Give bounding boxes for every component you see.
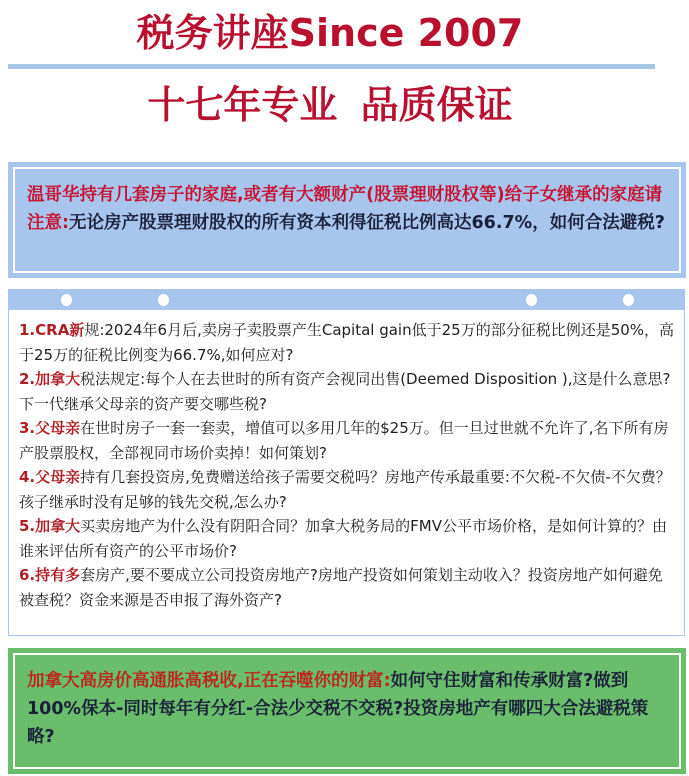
list-item: 1.CRA新规:2024年6月后,卖房子卖股票产生Capital gain低于25万的部分征税比例还是50%，高于25万的征税比例变为66.7%,如何应对? (19, 321, 675, 364)
title-divider (8, 64, 655, 69)
notice-body: 无论房产股票理财股权的所有资本利得征税比例高达66.7%，如何合法避税? (69, 213, 665, 233)
page-title: 税务讲座Since 2007 (136, 11, 524, 55)
binder-strip (9, 290, 684, 310)
notice-highlight: 温哥华持有几套房子的家庭,或者有大额财产(股票理财股权等)给子女继承的家庭请注意: (27, 185, 663, 233)
binder-hole-icon (61, 294, 72, 306)
page-subtitle: 十七年专业 品质保证 (147, 83, 513, 127)
topic-list (8, 289, 685, 636)
list-item: 6.持有多套房产,要不要成立公司投资房地产?房地产投资如何策划主动收入？投资房地产如何避免被查税？资金来源是否申报了海外资产? (19, 566, 663, 609)
binder-hole-icon (526, 294, 537, 306)
list-item: 3.父母亲在世时房子一套一套卖，增值可以多用几年的$25万。但一旦过世就不允许了,名下所有房产股票股权，全部视同市场价卖掉！如何策划? (19, 419, 669, 462)
binder-hole-icon (623, 294, 634, 306)
binder-hole-icon (158, 294, 169, 306)
list-item: 2.加拿大税法规定:每个人在去世时的所有资产会视同出售(Deemed Disposition ),这是什么意思?下一代继承父母亲的资产要交哪些税? (19, 370, 671, 413)
notice-box (8, 162, 686, 278)
wealth-body: 如何守住财富和传承财富?做到100%保本-同时每年有分红-合法少交税不交税?投资房地产有哪四大合法避税策略? (27, 671, 649, 747)
wealth-highlight: 加拿大高房价高通胀高税收,正在吞噬你的财富: (27, 671, 391, 691)
list-item: 5.加拿大买卖房地产为什么没有阴阳合同？加拿大税务局的FMV公平市场价格，是如何计算的？由谁来评估所有资产的公平市场价? (19, 517, 667, 560)
list-item: 4.父母亲持有几套投资房,免费赠送给孩子需要交税吗？房地产传承最重要:不欠税-不欠债-不欠费？孩子继承时没有足够的钱先交税,怎么办? (19, 468, 671, 511)
wealth-box (8, 648, 686, 774)
